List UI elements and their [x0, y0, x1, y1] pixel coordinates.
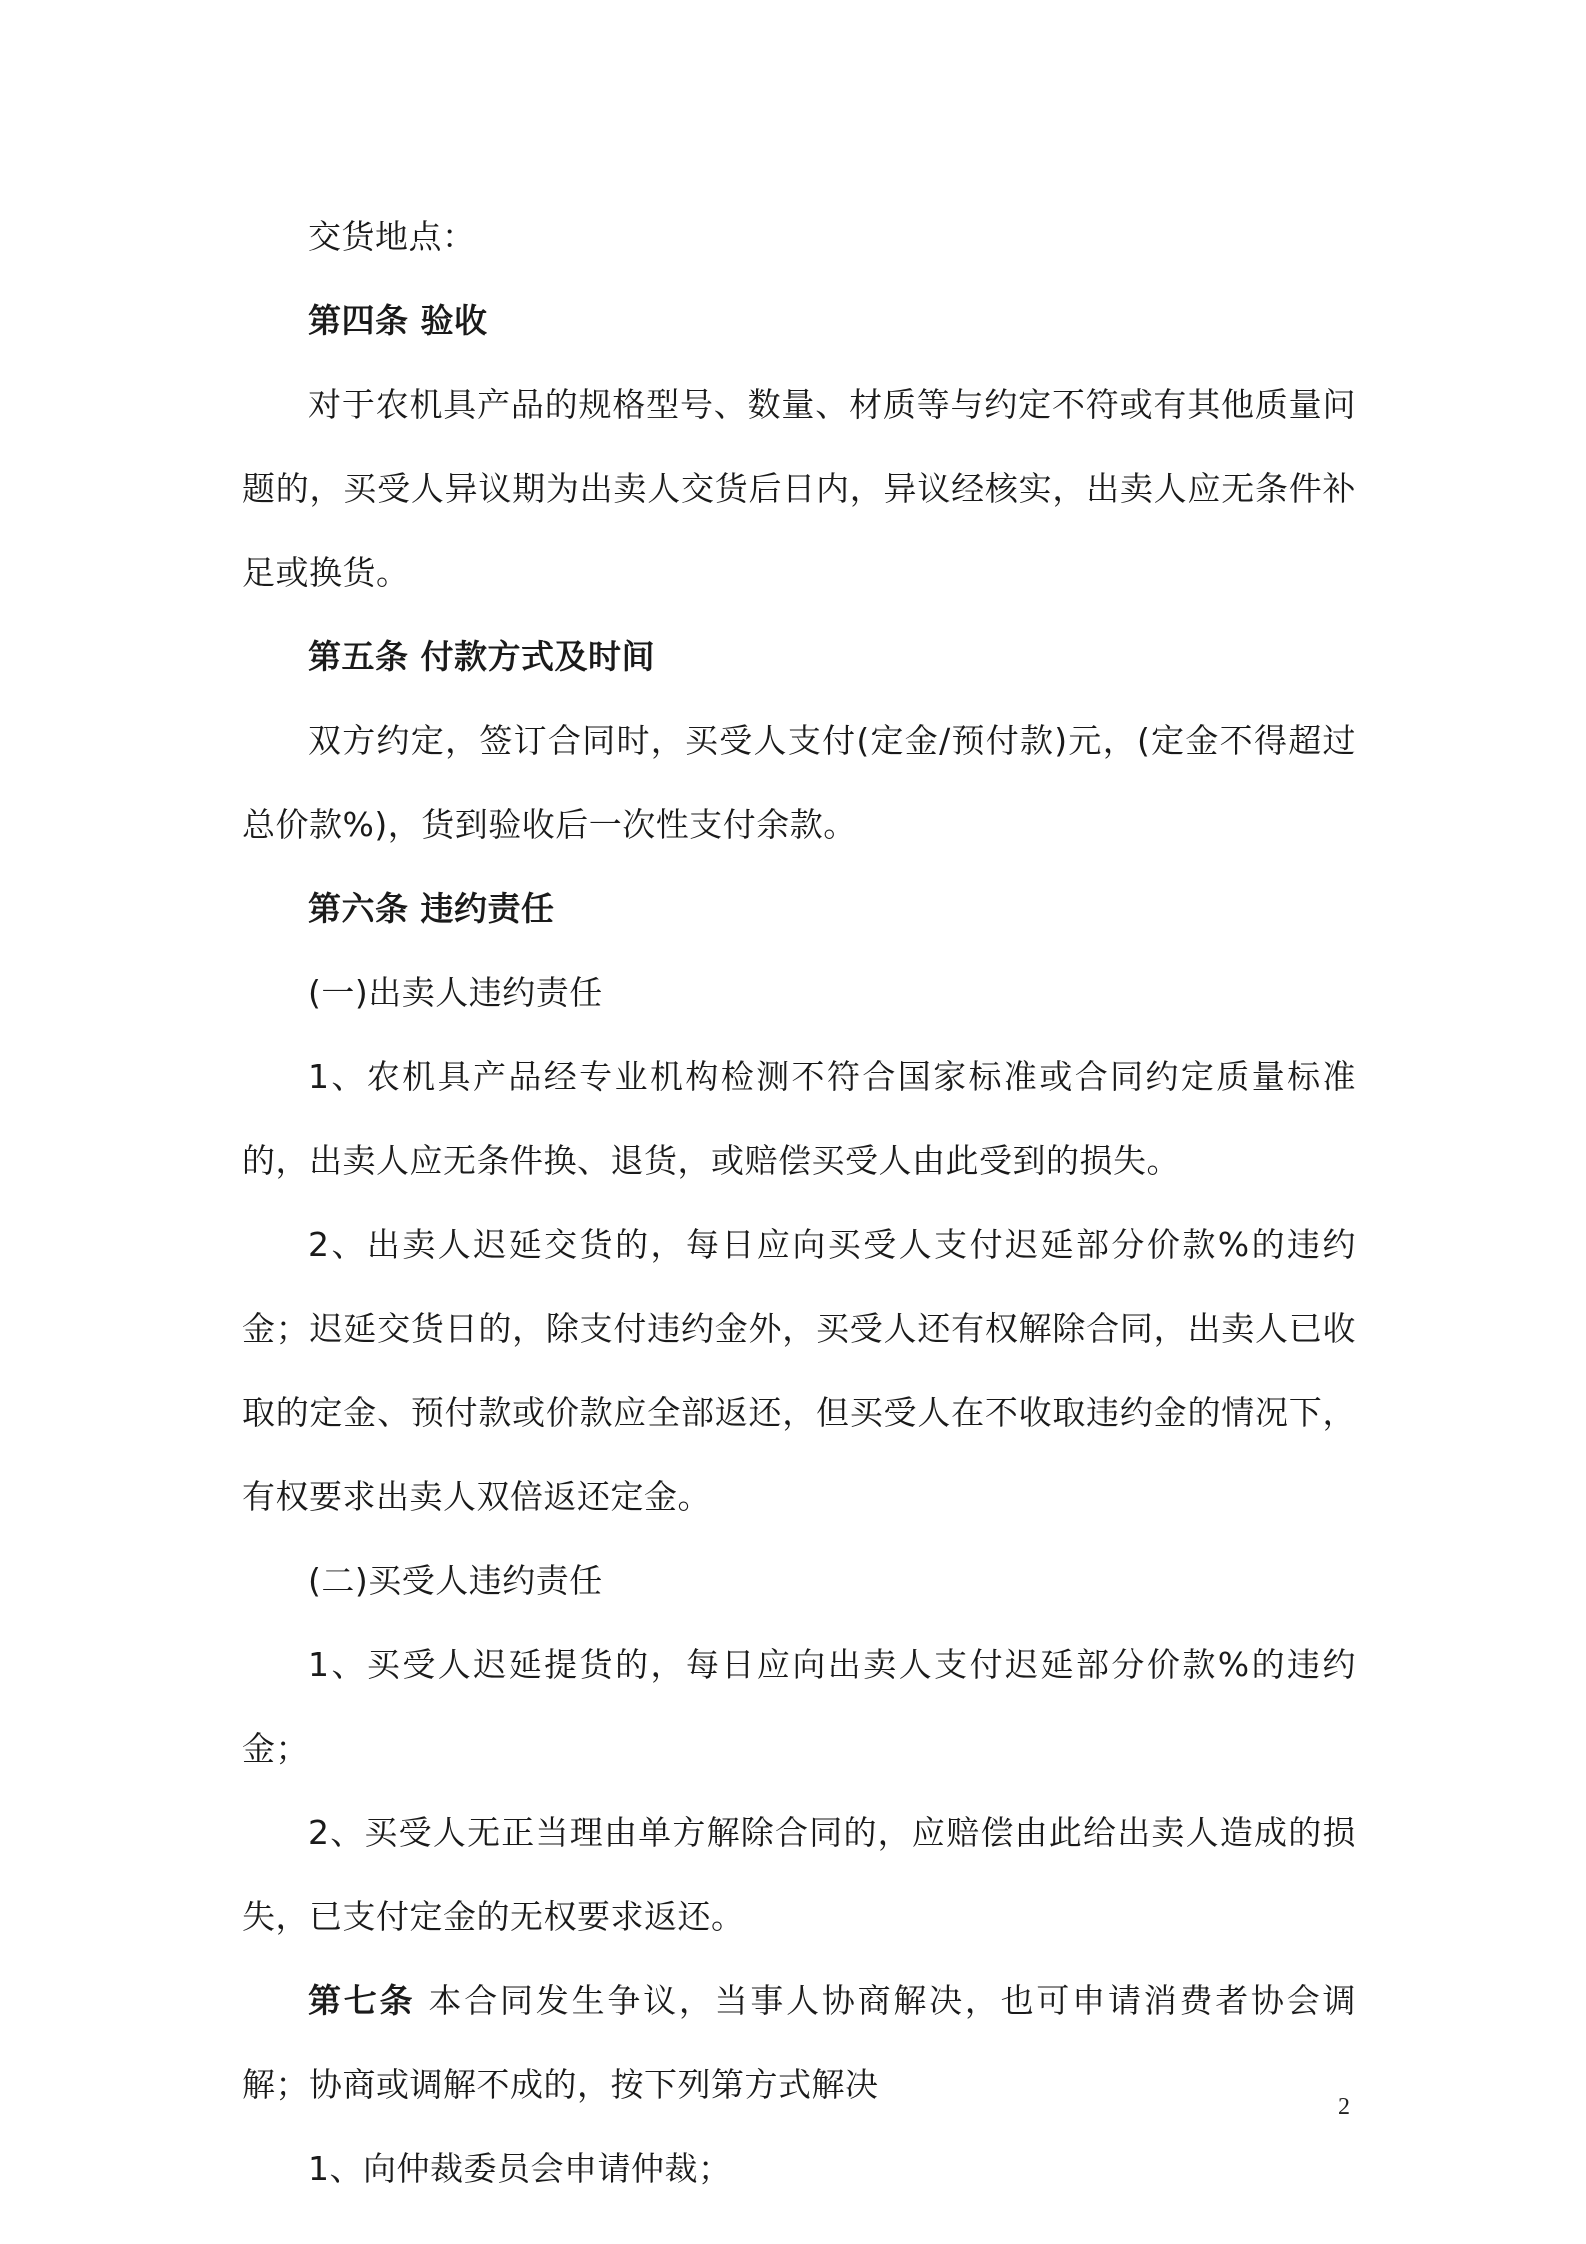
article-6-heading: 第六条 违约责任	[308, 889, 555, 928]
seller-liability-item-1: 1、农机具产品经专业机构检测不符合国家标准或合同约定质量标准的，出卖人应无条件换、退货，或赔偿买受人由此受到的损失。	[242, 1057, 1356, 1180]
article-4-heading: 第四条 验收	[308, 301, 488, 340]
buyer-liability-item-2: 2、买受人无正当理由单方解除合同的，应赔偿由此给出卖人造成的损失，已支付定金的无权要求返还。	[242, 1813, 1356, 1936]
article-7-paragraph	[242, 1959, 1356, 2127]
article-5-body: 双方约定，签订合同时，买受人支付(定金/预付款)元，(定金不得超过总价款%)，货到验收后一次性支付余款。	[242, 721, 1356, 844]
dispute-option-1: 1、向仲裁委员会申请仲裁；	[308, 2149, 732, 2188]
article-5-heading: 第五条 付款方式及时间	[308, 637, 655, 676]
article-7-text: 本合同发生争议，当事人协商解决，也可申请消费者协会调解；协商或调解不成的，按下列第方式解决	[242, 1981, 1356, 2104]
article-7-label: 第七条	[308, 1981, 416, 2020]
article-4-body: 对于农机具产品的规格型号、数量、材质等与约定不符或有其他质量问题的，买受人异议期为出卖人交货后日内，异议经核实，出卖人应无条件补足或换货。	[242, 385, 1356, 592]
buyer-liability-heading: (二)买受人违约责任	[308, 1561, 603, 1600]
document-body	[242, 195, 1356, 2211]
page-number: 2	[1338, 2094, 1350, 2120]
seller-liability-item-2: 2、出卖人迟延交货的，每日应向买受人支付迟延部分价款%的违约金；迟延交货日的，除支付违约金外，买受人还有权解除合同，出卖人已收取的定金、预付款或价款应全部返还，但买受人在不收取违约金的情况下，有权要求出卖人双倍返还定金。	[242, 1225, 1356, 1516]
seller-liability-heading: (一)出卖人违约责任	[308, 973, 603, 1012]
delivery-location-line: 交货地点：	[308, 217, 476, 256]
buyer-liability-item-1: 1、买受人迟延提货的，每日应向出卖人支付迟延部分价款%的违约金；	[242, 1645, 1356, 1768]
